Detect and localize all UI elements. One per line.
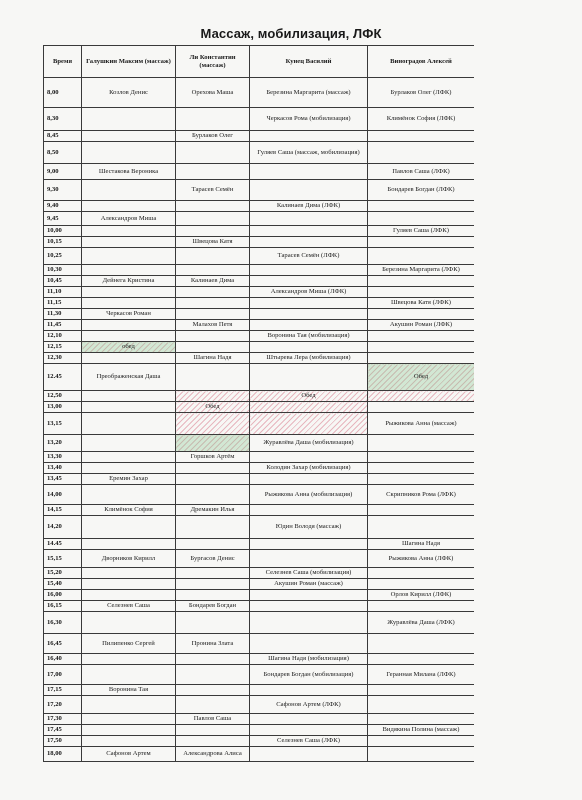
appointment-cell (368, 212, 475, 226)
time-cell: 10,00 (44, 226, 82, 237)
appointment-cell: Пронина Злата (176, 634, 250, 654)
time-cell: 10,45 (44, 276, 82, 287)
appointment-cell (250, 237, 368, 248)
appointment-cell (250, 364, 368, 391)
appointment-cell (368, 402, 475, 413)
header-time: Время (44, 46, 82, 78)
appointment-cell (250, 276, 368, 287)
time-cell: 13,40 (44, 463, 82, 474)
appointment-cell (368, 568, 475, 579)
time-cell: 8,30 (44, 108, 82, 131)
appointment-cell (176, 342, 250, 353)
time-cell: 10,15 (44, 237, 82, 248)
appointment-cell: Орехова Маша (176, 78, 250, 108)
appointment-cell (176, 568, 250, 579)
appointment-cell (250, 634, 368, 654)
schedule-row (44, 342, 475, 353)
appointment-cell (368, 353, 475, 364)
appointment-cell (176, 696, 250, 714)
appointment-cell: Бургасов Денис (176, 550, 250, 568)
appointment-cell (368, 474, 475, 485)
appointment-cell (82, 353, 176, 364)
appointment-cell (176, 108, 250, 131)
appointment-cell (250, 342, 368, 353)
appointment-cell: Швецова Катя (ЛФК) (368, 298, 475, 309)
appointment-cell: Бондарев Богдан (176, 601, 250, 612)
appointment-cell (82, 654, 176, 665)
time-cell: 14.45 (44, 539, 82, 550)
appointment-cell: Бурлаков Олег (ЛФК) (368, 78, 475, 108)
header-specialist-3: Кунец Василий (250, 46, 368, 78)
appointment-cell (176, 364, 250, 391)
schedule-table (43, 45, 474, 762)
time-cell: 9,45 (44, 212, 82, 226)
time-cell: 15,40 (44, 579, 82, 590)
appointment-cell (176, 590, 250, 601)
appointment-cell: Обед (368, 364, 475, 391)
time-cell: 12,30 (44, 353, 82, 364)
time-cell: 11,30 (44, 309, 82, 320)
appointment-cell: Воронина Тая (82, 685, 176, 696)
time-cell: 8,00 (44, 78, 82, 108)
appointment-cell: Павлов Саша (ЛФК) (368, 164, 475, 180)
appointment-cell (250, 402, 368, 413)
appointment-cell: Сафонов Артем (82, 747, 176, 762)
time-cell: 17,00 (44, 665, 82, 685)
schedule-row (44, 331, 475, 342)
time-cell: 16,00 (44, 590, 82, 601)
appointment-cell (368, 287, 475, 298)
appointment-cell (82, 248, 176, 265)
schedule-row (44, 309, 475, 320)
appointment-cell (176, 474, 250, 485)
schedule-row (44, 276, 475, 287)
time-cell: 12,15 (44, 342, 82, 353)
schedule-row (44, 685, 475, 696)
appointment-cell (176, 579, 250, 590)
appointment-cell (368, 237, 475, 248)
schedule-row (44, 747, 475, 762)
appointment-cell: Обед (176, 402, 250, 413)
appointment-cell (82, 539, 176, 550)
schedule-row (44, 248, 475, 265)
appointment-cell: Шестакова Вероника (82, 164, 176, 180)
appointment-cell: Калинаев Дима (ЛФК) (250, 201, 368, 212)
appointment-cell (176, 142, 250, 164)
appointment-cell: Горшков Артём (176, 452, 250, 463)
appointment-cell (82, 463, 176, 474)
schedule-row (44, 568, 475, 579)
schedule-row (44, 696, 475, 714)
appointment-cell: Журавлёва Даша (мобилизация) (250, 435, 368, 452)
appointment-cell: Тарасев Семён (176, 180, 250, 201)
appointment-cell (176, 298, 250, 309)
appointment-cell (250, 265, 368, 276)
schedule-row (44, 402, 475, 413)
appointment-cell: Александрова Алиса (176, 747, 250, 762)
appointment-cell: Александров Миша (ЛФК) (250, 287, 368, 298)
time-cell: 8,45 (44, 131, 82, 142)
schedule-row (44, 180, 475, 201)
appointment-cell: Березина Маргарита (массаж) (250, 78, 368, 108)
appointment-cell (82, 320, 176, 331)
appointment-cell (176, 391, 250, 402)
appointment-cell (82, 391, 176, 402)
appointment-cell (82, 516, 176, 539)
appointment-cell (250, 505, 368, 516)
time-cell: 16,45 (44, 634, 82, 654)
appointment-cell (368, 685, 475, 696)
schedule-row (44, 505, 475, 516)
schedule-row (44, 516, 475, 539)
appointment-cell (368, 435, 475, 452)
appointment-cell (82, 226, 176, 237)
appointment-cell (176, 201, 250, 212)
schedule-row (44, 550, 475, 568)
schedule-row (44, 413, 475, 435)
schedule-row (44, 485, 475, 505)
schedule-row (44, 353, 475, 364)
schedule-row (44, 201, 475, 212)
appointment-cell (368, 654, 475, 665)
appointment-cell (82, 142, 176, 164)
schedule-row (44, 579, 475, 590)
appointment-cell (82, 612, 176, 634)
appointment-cell: Шагина Надя (176, 353, 250, 364)
appointment-cell (368, 516, 475, 539)
appointment-cell (176, 463, 250, 474)
schedule-row (44, 590, 475, 601)
appointment-cell (176, 539, 250, 550)
appointment-cell (368, 201, 475, 212)
schedule-row (44, 237, 475, 248)
time-cell: 12,50 (44, 391, 82, 402)
appointment-cell (250, 685, 368, 696)
appointment-cell (82, 665, 176, 685)
appointment-cell: Бондарев Богдан (мобилизация) (250, 665, 368, 685)
schedule-row (44, 452, 475, 463)
time-cell: 9,30 (44, 180, 82, 201)
appointment-cell (250, 725, 368, 736)
appointment-cell: Тарасев Семён (ЛФК) (250, 248, 368, 265)
time-cell: 16,30 (44, 612, 82, 634)
schedule-row (44, 164, 475, 180)
schedule-row (44, 298, 475, 309)
time-cell: 17,15 (44, 685, 82, 696)
time-cell: 10,30 (44, 265, 82, 276)
schedule-row (44, 265, 475, 276)
appointment-cell: Обед (250, 391, 368, 402)
time-cell: 11,45 (44, 320, 82, 331)
header-row (44, 46, 475, 78)
appointment-cell (82, 108, 176, 131)
appointment-cell (250, 474, 368, 485)
schedule-row (44, 665, 475, 685)
appointment-cell (250, 550, 368, 568)
appointment-cell (368, 696, 475, 714)
appointment-cell (82, 180, 176, 201)
time-cell: 15,15 (44, 550, 82, 568)
schedule-row (44, 131, 475, 142)
schedule-row (44, 435, 475, 452)
schedule-row (44, 108, 475, 131)
time-cell: 14,20 (44, 516, 82, 539)
appointment-cell: Юдин Володя (массаж) (250, 516, 368, 539)
appointment-cell (250, 320, 368, 331)
appointment-cell (176, 654, 250, 665)
appointment-cell (176, 485, 250, 505)
appointment-cell (176, 226, 250, 237)
appointment-cell (368, 579, 475, 590)
schedule-row (44, 320, 475, 331)
appointment-cell: Черкасов Рома (мобилизация) (250, 108, 368, 131)
appointment-cell (368, 714, 475, 725)
appointment-cell: Скрипников Рома (ЛФК) (368, 485, 475, 505)
appointment-cell: Селезнев Саша (ЛФК) (250, 736, 368, 747)
appointment-cell: обед (82, 342, 176, 353)
appointment-cell (250, 590, 368, 601)
appointment-cell: Видякина Полина (массаж) (368, 725, 475, 736)
appointment-cell: Малахов Петя (176, 320, 250, 331)
appointment-cell: Журавлёва Даша (ЛФК) (368, 612, 475, 634)
appointment-cell (368, 142, 475, 164)
appointment-cell: Швецова Катя (176, 237, 250, 248)
schedule-row (44, 474, 475, 485)
appointment-cell (368, 601, 475, 612)
appointment-cell (368, 342, 475, 353)
appointment-cell: Шагина Надя (368, 539, 475, 550)
appointment-cell: Дворников Кирилл (82, 550, 176, 568)
time-cell: 17,45 (44, 725, 82, 736)
appointment-cell (368, 747, 475, 762)
appointment-cell (82, 237, 176, 248)
appointment-cell (250, 298, 368, 309)
schedule-row (44, 539, 475, 550)
schedule-row (44, 634, 475, 654)
appointment-cell (250, 212, 368, 226)
appointment-cell: Акушин Роман (ЛФК) (368, 320, 475, 331)
appointment-cell (368, 634, 475, 654)
appointment-cell (82, 287, 176, 298)
appointment-cell (176, 265, 250, 276)
appointment-cell: Селезнев Саша (82, 601, 176, 612)
appointment-cell: Дейнега Кристина (82, 276, 176, 287)
appointment-cell (176, 685, 250, 696)
appointment-cell: Рыжикова Анна (ЛФК) (368, 550, 475, 568)
appointment-cell (82, 265, 176, 276)
appointment-cell: Березина Маргарита (ЛФК) (368, 265, 475, 276)
appointment-cell (250, 309, 368, 320)
appointment-cell (176, 612, 250, 634)
header-specialist-2: Ли Константин (массаж) (176, 46, 250, 78)
appointment-cell (82, 696, 176, 714)
appointment-cell (250, 226, 368, 237)
appointment-cell (82, 331, 176, 342)
appointment-cell (176, 516, 250, 539)
appointment-cell (250, 601, 368, 612)
appointment-cell (82, 452, 176, 463)
time-cell: 16,15 (44, 601, 82, 612)
appointment-cell (250, 747, 368, 762)
time-cell: 13,00 (44, 402, 82, 413)
appointment-cell (176, 413, 250, 435)
time-cell: 9,00 (44, 164, 82, 180)
appointment-cell (250, 714, 368, 725)
schedule-row (44, 364, 475, 391)
appointment-cell: Павлов Саша (176, 714, 250, 725)
schedule-row (44, 287, 475, 298)
appointment-cell (368, 736, 475, 747)
appointment-cell (176, 435, 250, 452)
appointment-cell (250, 612, 368, 634)
time-cell: 13,15 (44, 413, 82, 435)
appointment-cell (82, 402, 176, 413)
appointment-cell: Гуляев Саша (ЛФК) (368, 226, 475, 237)
time-cell: 17,20 (44, 696, 82, 714)
time-cell: 9,40 (44, 201, 82, 212)
appointment-cell (368, 463, 475, 474)
appointment-cell: Козлов Денис (82, 78, 176, 108)
appointment-cell: Рыжикова Анна (мобилизация) (250, 485, 368, 505)
appointment-cell: Гуляев Саша (массаж, мобилизация) (250, 142, 368, 164)
appointment-cell (368, 309, 475, 320)
appointment-cell (176, 736, 250, 747)
time-cell: 17,30 (44, 714, 82, 725)
time-cell: 13,45 (44, 474, 82, 485)
appointment-cell (368, 248, 475, 265)
appointment-cell (82, 298, 176, 309)
appointment-cell: Черкасов Роман (82, 309, 176, 320)
time-cell: 15,20 (44, 568, 82, 579)
appointment-cell (176, 164, 250, 180)
time-cell: 11,15 (44, 298, 82, 309)
appointment-cell (176, 309, 250, 320)
time-cell: 13,20 (44, 435, 82, 452)
appointment-cell: Климёнок София (ЛФК) (368, 108, 475, 131)
appointment-cell: Бурлаков Олег (176, 131, 250, 142)
appointment-cell (82, 413, 176, 435)
schedule-row (44, 212, 475, 226)
appointment-cell: Геранная Милана (ЛФК) (368, 665, 475, 685)
schedule-sheet (43, 45, 474, 800)
appointment-cell (176, 212, 250, 226)
appointment-cell (82, 579, 176, 590)
appointment-cell (82, 131, 176, 142)
page-title: Массаж, мобилизация, ЛФК (200, 26, 382, 41)
appointment-cell: Климёнок София (82, 505, 176, 516)
time-cell: 16,40 (44, 654, 82, 665)
appointment-cell (82, 201, 176, 212)
schedule-row (44, 612, 475, 634)
appointment-cell (368, 276, 475, 287)
appointment-cell (176, 665, 250, 685)
appointment-cell (368, 505, 475, 516)
schedule-row (44, 654, 475, 665)
appointment-cell: Бондарев Богдан (ЛФК) (368, 180, 475, 201)
appointment-cell (176, 331, 250, 342)
appointment-cell: Пилипенко Сергей (82, 634, 176, 654)
appointment-cell (368, 452, 475, 463)
appointment-cell (176, 248, 250, 265)
appointment-cell (82, 714, 176, 725)
appointment-cell (82, 435, 176, 452)
appointment-cell: Дремакин Илья (176, 505, 250, 516)
schedule-row (44, 736, 475, 747)
appointment-cell (250, 452, 368, 463)
header-specialist-1: Галушкин Максим (массаж) (82, 46, 176, 78)
time-cell: 12,10 (44, 331, 82, 342)
schedule-row (44, 142, 475, 164)
appointment-cell: Воронина Тая (мобилизация) (250, 331, 368, 342)
appointment-cell (368, 391, 475, 402)
appointment-cell (250, 164, 368, 180)
appointment-cell (250, 180, 368, 201)
appointment-cell (250, 413, 368, 435)
time-cell: 12.45 (44, 364, 82, 391)
appointment-cell (82, 725, 176, 736)
appointment-cell: Калинаев Дима (176, 276, 250, 287)
appointment-cell: Рыжикова Анна (массаж) (368, 413, 475, 435)
header-specialist-4: Виноградов Алексей (368, 46, 475, 78)
schedule-body (44, 78, 475, 762)
time-cell: 17,50 (44, 736, 82, 747)
appointment-cell: Шагина Надя (мобилизация) (250, 654, 368, 665)
time-cell: 13,30 (44, 452, 82, 463)
time-cell: 11,10 (44, 287, 82, 298)
schedule-row (44, 714, 475, 725)
time-cell: 10,25 (44, 248, 82, 265)
schedule-row (44, 78, 475, 108)
time-cell: 14,00 (44, 485, 82, 505)
time-cell: 18,00 (44, 747, 82, 762)
appointment-cell: Сафонов Артем (ЛФК) (250, 696, 368, 714)
appointment-cell (368, 331, 475, 342)
appointment-cell (82, 590, 176, 601)
schedule-row (44, 725, 475, 736)
appointment-cell: Орлов Кирилл (ЛФК) (368, 590, 475, 601)
appointment-cell: Колодин Захар (мобилизация) (250, 463, 368, 474)
appointment-cell (250, 539, 368, 550)
schedule-row (44, 391, 475, 402)
time-cell: 14,15 (44, 505, 82, 516)
schedule-row (44, 463, 475, 474)
appointment-cell: Преображенская Даша (82, 364, 176, 391)
appointment-cell (82, 568, 176, 579)
appointment-cell (176, 725, 250, 736)
appointment-cell: Еремин Захар (82, 474, 176, 485)
appointment-cell: Александров Миша (82, 212, 176, 226)
appointment-cell: Селезнев Саша (мобилизация) (250, 568, 368, 579)
appointment-cell: Штырева Лера (мобилизация) (250, 353, 368, 364)
time-cell: 8,50 (44, 142, 82, 164)
schedule-row (44, 601, 475, 612)
appointment-cell (250, 131, 368, 142)
appointment-cell (82, 736, 176, 747)
appointment-cell (368, 131, 475, 142)
appointment-cell: Акушин Роман (массаж) (250, 579, 368, 590)
appointment-cell (82, 485, 176, 505)
appointment-cell (176, 287, 250, 298)
schedule-row (44, 226, 475, 237)
